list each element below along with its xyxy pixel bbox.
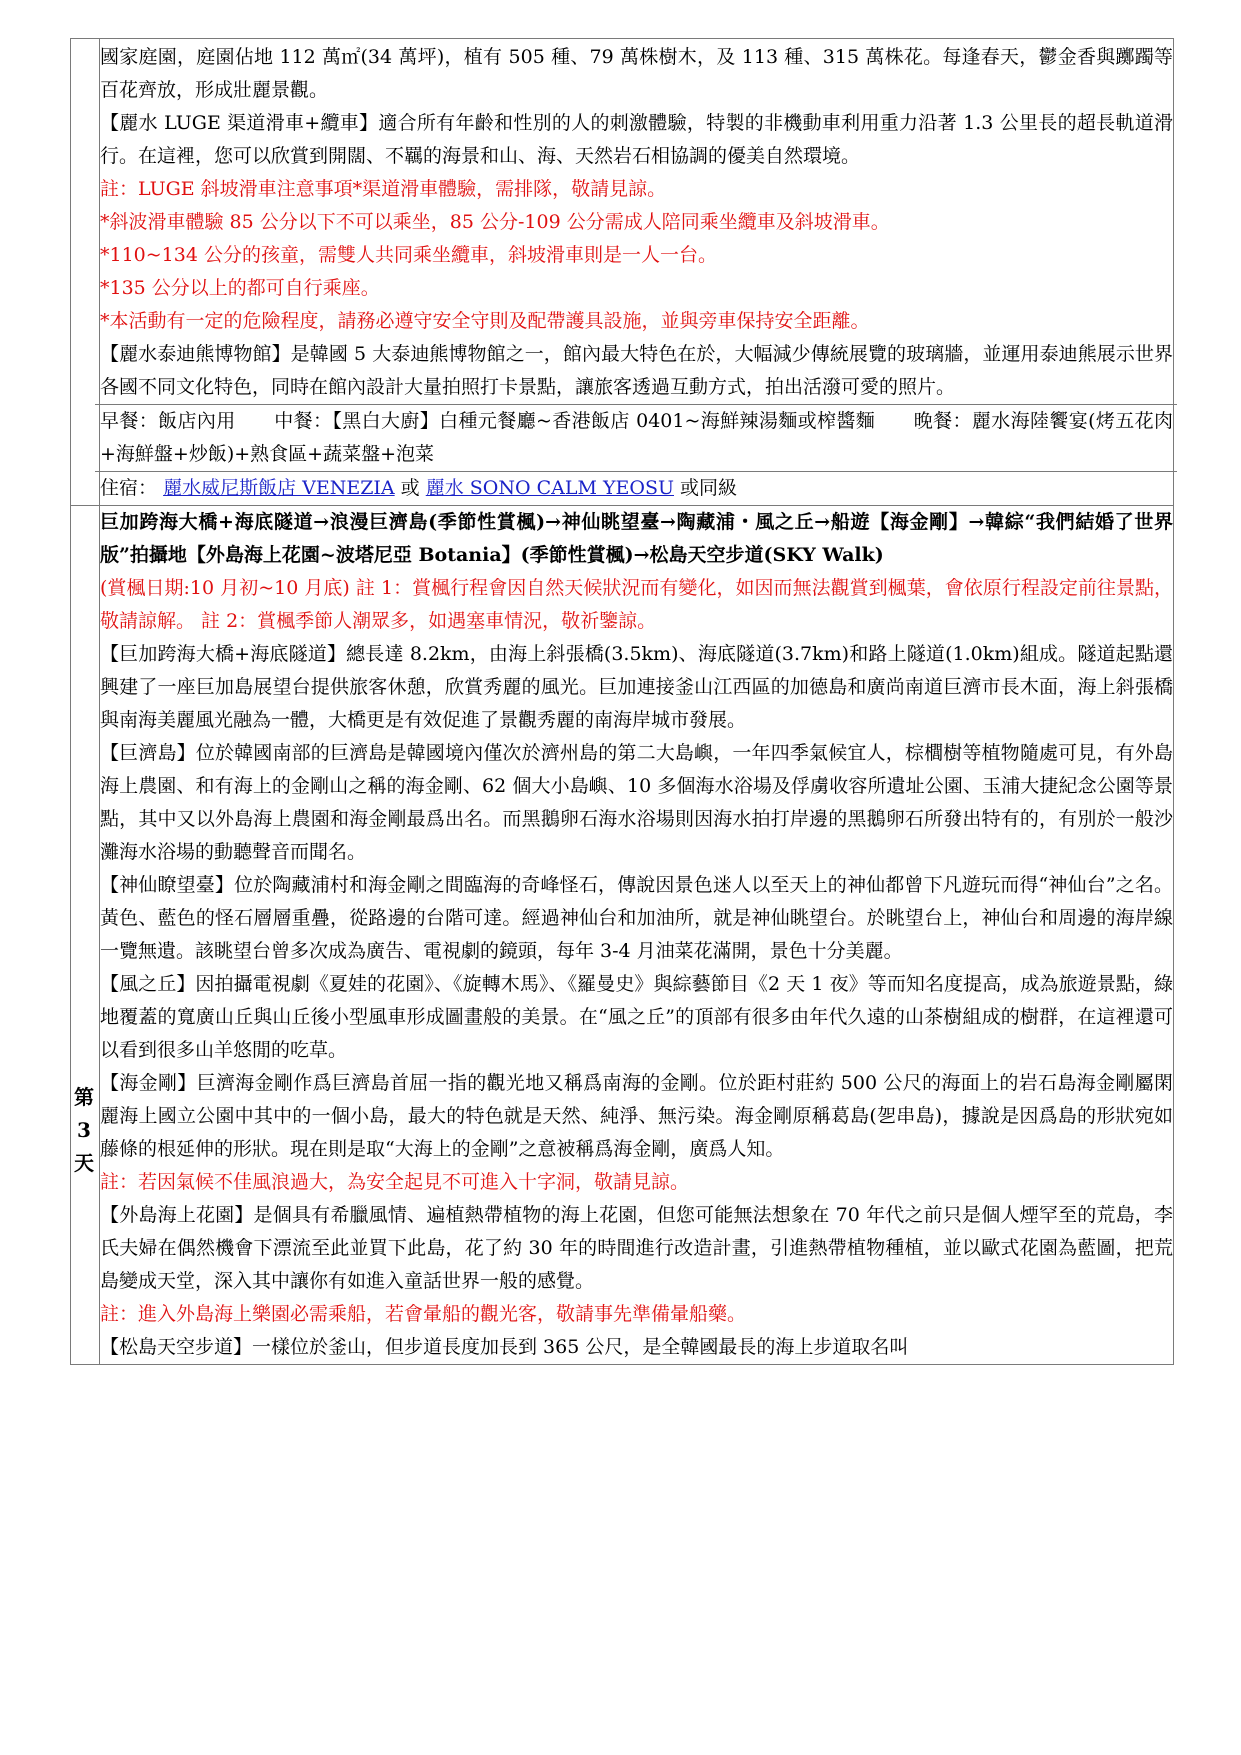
garden-paragraph: 國家庭園，庭園佔地 112 萬㎡(34 萬坪)，植有 505 種、79 萬株樹木，及 113 種、315 萬株花。每逢春天，鬱金香與躑躅等百花齊放，形成壯麗景觀。 <box>100 46 1173 101</box>
day3-content-cell <box>100 506 1174 1365</box>
meals-info: 早餐：飯店內用 中餐：【黑白大廚】白種元餐廳~香港飯店 0401~海鮮辣湯麵或榨醬麵 晚餐：麗水海陸饗宴(烤五花肉+海鮮盤+炒飯)+熟食區+蔬菜盤+泡菜 <box>100 410 1173 465</box>
geoga-bridge-paragraph: 【巨加跨海大橋+海底隧道】總長達 8.2km，由海上斜張橋(3.5km)、海底隧道(3.7km)和路上隧道(1.0km)組成。隧道起點還興建了一座巨加島展望台提供旅客休憩，欣賞秀麗的風光。巨加連接釜山江西區的加德島和廣尚南道巨濟市長木面，海上斜張橋與南海美麗風光融為一體，大橋更是有效促進了景觀秀麗的南海岸城市發展。 <box>100 643 1173 731</box>
hotel-or: 或 <box>400 477 420 499</box>
teddy-museum-paragraph: 【麗水泰迪熊博物館】是韓國 5 大泰迪熊博物館之一，館內最大特色在於，大幅減少傳統展覽的玻璃牆，並運用泰迪熊展示世界各國不同文化特色，同時在館內設計大量拍照打卡景點，讓旅客透過互動方式，拍出活潑可愛的照片。 <box>100 343 1173 398</box>
day2-continued-row <box>71 39 1174 506</box>
itinerary-page <box>70 38 1174 1365</box>
wind-note: 註：若因氣候不佳風浪過大，為安全起見不可進入十字洞，敬請見諒。 <box>100 1171 690 1193</box>
luge-note-2: *斜波滑車體驗 85 公分以下不可以乘坐，85 公分-109 公分需成人陪同乘坐纜車及斜坡滑車。 <box>100 211 890 233</box>
day3-title: 巨加跨海大橋+海底隧道→浪漫巨濟島(季節性賞楓)→神仙眺望臺→陶藏浦・風之丘→船遊【海金剛】→韓綜“我們結婚了世界版”拍攝地【外島海上花園~波塔尼亞 Botania】(季節性賞楓)→松島天空步道(SKY Walk) <box>100 511 1173 566</box>
maple-note: (賞楓日期:10 月初~10 月底) 註 1：賞楓行程會因自然天候狀況而有變化，如因而無法觀賞到楓葉，會依原行程設定前往景點，敬請諒解。 註 2：賞楓季節人潮眾多，如遇塞車情況，敬祈鑒諒。 <box>100 577 1173 632</box>
oedo-paragraph: 【外島海上花園】是個具有希臘風情、遍植熱帶植物的海上花園，但您可能無法想象在 70 年代之前只是個人煙罕至的荒島，李氏夫婦在偶然機會下漂流至此並買下此島，花了約 30 年的時間進行改造計畫，引進熱帶植物種植，並以歐式花園為藍圖，把荒島變成天堂，深入其中讓你有如進入童話世界一般的感覺。 <box>100 1204 1173 1292</box>
luge-note-3: *110~134 公分的孩童，需雙人共同乘坐纜車，斜坡滑車則是一人一台。 <box>100 244 717 266</box>
wind-hill-paragraph: 【風之丘】因拍攝電視劇《夏娃的花園》、《旋轉木馬》、《羅曼史》與綜藝節目《2 天 1 夜》等而知名度提高，成為旅遊景點，綠地覆蓋的寬廣山丘與山丘後小型風車形成圖畫般的美景。在“風之丘”的頂部有很多由年代久遠的山茶樹組成的樹群，在這裡還可以看到很多山羊悠閒的吃草。 <box>100 973 1173 1061</box>
itinerary-table <box>70 38 1174 1365</box>
geoje-paragraph: 【巨濟島】位於韓國南部的巨濟島是韓國境內僅次於濟州島的第二大島嶼，一年四季氣候宜人，棕櫚樹等植物隨處可見，有外島海上農園、和有海上的金剛山之稱的海金剛、62 個大小島嶼、10 多個海水浴場及俘虜收容所遺址公園、玉浦大捷紀念公園等景點，其中又以外島海上農園和海金剛最爲出名。而黑鵝卵石海水浴場則因海水拍打岸邊的黑鵝卵石所發出特有的，有別於一般沙灘海水浴場的動聽聲音而聞名。 <box>100 742 1173 863</box>
haegeumgang-paragraph: 【海金剛】巨濟海金剛作爲巨濟島首屈一指的觀光地又稱爲南海的金剛。位於距村莊約 500 公尺的海面上的岩石島海金剛屬閑麗海上國立公園中其中的一個小島，最大的特色就是天然、純淨、無污染。海金剛原稱葛島(乫串島)，據說是因爲島的形狀宛如藤條的根延伸的形狀。現在則是取“大海上的金剛”之意被稱爲海金剛，廣爲人知。 <box>100 1072 1173 1160</box>
shinseon-paragraph: 【神仙瞭望臺】位於陶藏浦村和海金剛之間臨海的奇峰怪石，傳說因景色迷人以至天上的神仙都曾下凡遊玩而得“神仙台”之名。黃色、藍色的怪石層層重疊，從路邊的台階可達。經過神仙台和加油所，就是神仙眺望台。於眺望台上，神仙台和周邊的海岸線一覽無遺。該眺望台曾多次成為廣告、電視劇的鏡頭，每年 3-4 月油菜花滿開，景色十分美麗。 <box>100 874 1173 962</box>
day2-content-cell <box>100 39 1174 506</box>
hotel-tail: 或同級 <box>680 477 738 499</box>
day3-label: 第 3 天 <box>74 1085 94 1175</box>
luge-note-5: *本活動有一定的危險程度，請務必遵守安全守則及配帶護具設施，並與旁車保持安全距離。 <box>100 310 870 332</box>
hotel-info <box>100 472 1173 505</box>
songdo-paragraph: 【松島天空步道】一樣位於釜山，但步道長度加長到 365 公尺，是全韓國最長的海上步道取名叫 <box>100 1336 909 1358</box>
day2-label-cell <box>71 39 100 506</box>
luge-paragraph: 【麗水 LUGE 渠道滑車+纜車】適合所有年齡和性別的人的刺激體驗，特製的非機動車利用重力沿著 1.3 公里長的超長軌道滑行。在這裡，您可以欣賞到開闊、不羈的海景和山、海、天然岩石相協調的優美自然環境。 <box>100 112 1173 167</box>
luge-note-4: *135 公分以上的都可自行乘座。 <box>100 277 380 299</box>
day3-label-cell <box>71 506 100 1365</box>
hotel-link-venezia[interactable]: 麗水威尼斯飯店 VENEZIA <box>163 477 395 499</box>
hotel-link-sono-calm[interactable]: 麗水 SONO CALM YEOSU <box>425 477 674 499</box>
day3-row <box>71 506 1174 1365</box>
boat-note: 註：進入外島海上樂園必需乘船，若會暈船的觀光客，敬請事先準備暈船藥。 <box>100 1303 747 1325</box>
luge-note-1: 註：LUGE 斜坡滑車注意事項*渠道滑車體驗，需排隊，敬請見諒。 <box>100 178 667 200</box>
hotel-label: 住宿： <box>100 477 158 499</box>
